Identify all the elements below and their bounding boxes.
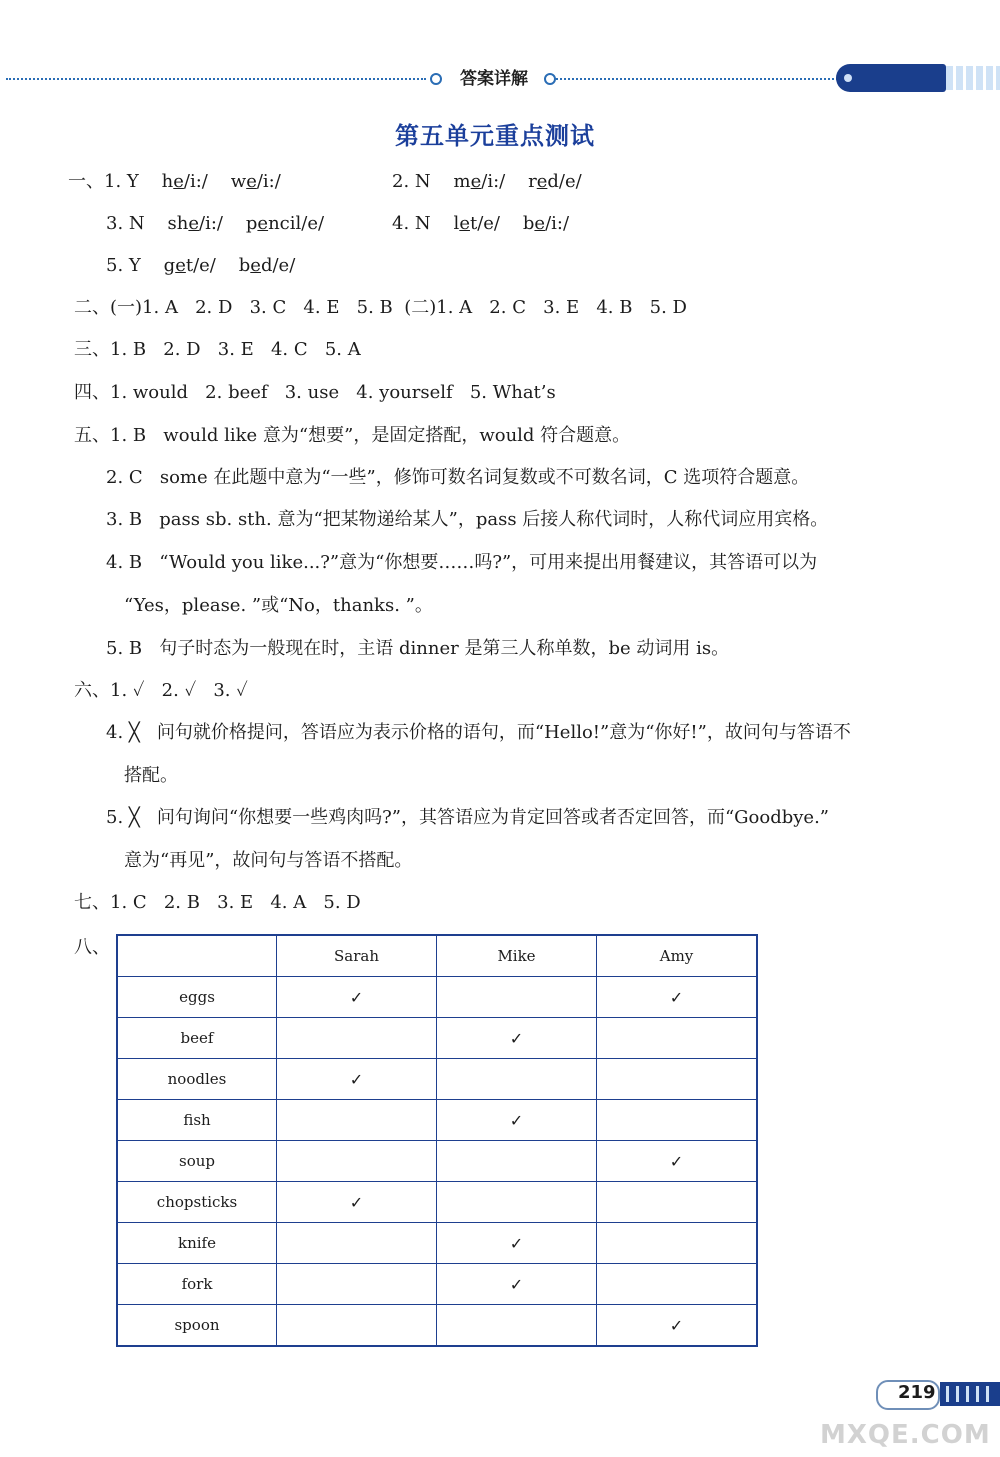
- s1-item3-word1: she/i:/: [167, 213, 223, 234]
- section-1-row-1: [68, 170, 281, 194]
- header-stripes-decoration: [946, 66, 1000, 90]
- header-rule-left: [6, 78, 426, 80]
- section-1-row-2b: [392, 212, 569, 236]
- s1-item1-word2: we/i:/: [230, 171, 281, 192]
- table-cell-mark: ✓: [277, 1182, 437, 1223]
- s1-item2-word1: me/i:/: [453, 171, 506, 192]
- table-row: [117, 1182, 757, 1223]
- table-cell-mark: [277, 1018, 437, 1059]
- watermark: MXQE.COM: [820, 1420, 991, 1450]
- table-cell-mark: ✓: [597, 977, 758, 1018]
- s1-item3-num: 3. N: [106, 213, 145, 234]
- section-6-items-1-3: 六、1. ✓ 2. ✓ 3. ✓: [74, 680, 248, 701]
- section-1-row-3: [106, 254, 295, 278]
- s1-item4-num: 4. N: [392, 213, 431, 234]
- table-cell-mark: ✓: [437, 1264, 597, 1305]
- s1-item1-num: 1. Y: [104, 171, 139, 192]
- food-table: [116, 934, 758, 1347]
- table-header-cell: Mike: [437, 935, 597, 977]
- table-row: [117, 977, 757, 1018]
- table-row: [117, 1141, 757, 1182]
- table-cell-mark: ✓: [277, 977, 437, 1018]
- table-row-item: spoon: [117, 1305, 277, 1347]
- section-1-label: 一、: [68, 171, 104, 192]
- table-row-item: knife: [117, 1223, 277, 1264]
- table-cell-mark: ✓: [277, 1059, 437, 1100]
- section-6-item-5: 5. ╳ 问句询问“你想要一些鸡肉吗?”，其答语应为肯定回答或者否定回答，而“Goodbye.”: [106, 807, 829, 828]
- header-tab: [836, 64, 946, 92]
- table-row: [117, 1223, 757, 1264]
- table-row: [117, 1264, 757, 1305]
- table-cell-mark: [437, 1305, 597, 1347]
- table-cell-mark: [437, 1059, 597, 1100]
- s1-item2-num: 2. N: [392, 171, 431, 192]
- table-row-item: fork: [117, 1264, 277, 1305]
- footer-stripes-decoration: [946, 1386, 996, 1402]
- section-2-answers: 二、(一)1. A 2. D 3. C 4. E 5. B (二)1. A 2. C 3. E 4. B 5. D: [74, 297, 687, 318]
- s1-item2-word2: red/e/: [528, 171, 582, 192]
- section-5-item-3: 3. B pass sb. sth. 意为“把某物递给某人”，pass 后接人称代词时，人称代词应用宾格。: [106, 509, 829, 530]
- table-cell-mark: [437, 1182, 597, 1223]
- table-row: [117, 1305, 757, 1347]
- section-5-item-4: 4. B “Would you like...?”意为“你想要……吗?”，可用来提出用餐建议，其答语可以为: [106, 552, 818, 573]
- header-tab-dot-icon: [844, 74, 852, 82]
- table-row: [117, 1059, 757, 1100]
- table-row: [117, 1018, 757, 1059]
- table-row-item: beef: [117, 1018, 277, 1059]
- page-number: 219: [898, 1382, 936, 1403]
- s1-item4-word2: be/i:/: [522, 213, 570, 234]
- table-cell-mark: [597, 1264, 758, 1305]
- section-4-answers: 四、1. would 2. beef 3. use 4. yourself 5. What’s: [74, 382, 556, 403]
- table-cell-mark: [597, 1223, 758, 1264]
- section-1-row-1b: [392, 170, 582, 194]
- header-dot-left-icon: [430, 73, 442, 85]
- table-cell-mark: [597, 1059, 758, 1100]
- section-6-item-4-cont: 搭配。: [124, 765, 178, 786]
- header-dot-right-icon: [544, 73, 556, 85]
- header-rule-right: [556, 78, 838, 80]
- section-5-item-1: 五、1. B would like 意为“想要”，是固定搭配，would 符合题意。: [74, 425, 631, 446]
- table-cell-mark: [437, 1141, 597, 1182]
- s1-item4-word1: let/e/: [453, 213, 500, 234]
- table-row-item: eggs: [117, 977, 277, 1018]
- table-row: [117, 1100, 757, 1141]
- table-row-item: chopsticks: [117, 1182, 277, 1223]
- s1-item1-word1: he/i:/: [161, 171, 208, 192]
- table-cell-mark: ✓: [597, 1305, 758, 1347]
- section-5-item-5: 5. B 句子时态为一般现在时，主语 dinner 是第三人称单数，be 动词用 is。: [106, 638, 730, 659]
- section-7-answers: 七、1. C 2. B 3. E 4. A 5. D: [74, 892, 361, 913]
- table-row-item: fish: [117, 1100, 277, 1141]
- table-cell-mark: ✓: [597, 1141, 758, 1182]
- table-cell-mark: [597, 1018, 758, 1059]
- table-header-cell: Sarah: [277, 935, 437, 977]
- table-cell-mark: ✓: [437, 1018, 597, 1059]
- section-3-answers: 三、1. B 2. D 3. E 4. C 5. A: [74, 339, 361, 360]
- table-cell-mark: [277, 1223, 437, 1264]
- table-row-item: noodles: [117, 1059, 277, 1100]
- section-6-item-5-cont: 意为“再见”，故问句与答语不搭配。: [124, 850, 413, 871]
- s1-item5-num: 5. Y: [106, 255, 141, 276]
- section-8-label: 八、: [74, 937, 110, 958]
- s1-item5-word2: bed/e/: [238, 255, 296, 276]
- s1-item3-word2: pencil/e/: [245, 213, 325, 234]
- table-cell-mark: ✓: [437, 1100, 597, 1141]
- table-header-row: [117, 935, 757, 977]
- table-cell-mark: ✓: [437, 1223, 597, 1264]
- section-6-item-4: 4. ╳ 问句就价格提问，答语应为表示价格的语句，而“Hello!”意为“你好!”，故问句与答语不: [106, 722, 851, 743]
- section-5-item-2: 2. C some 在此题中意为“一些”，修饰可数名词复数或不可数名词，C 选项符合题意。: [106, 467, 810, 488]
- table-cell-mark: [277, 1305, 437, 1347]
- table-header-cell: Amy: [597, 935, 758, 977]
- section-1-row-2: [106, 212, 324, 236]
- table-cell-mark: [597, 1182, 758, 1223]
- table-cell-mark: [277, 1141, 437, 1182]
- section-5-item-4-cont: “Yes，please. ”或“No，thanks. ”。: [124, 595, 433, 616]
- table-cell-mark: [597, 1100, 758, 1141]
- table-header-cell: [117, 935, 277, 977]
- header-title: 答案详解: [460, 69, 528, 89]
- page-title: 第五单元重点测试: [395, 122, 595, 150]
- table-cell-mark: [437, 977, 597, 1018]
- table-cell-mark: [277, 1100, 437, 1141]
- table-row-item: soup: [117, 1141, 277, 1182]
- s1-item5-word1: get/e/: [163, 255, 216, 276]
- table-cell-mark: [277, 1264, 437, 1305]
